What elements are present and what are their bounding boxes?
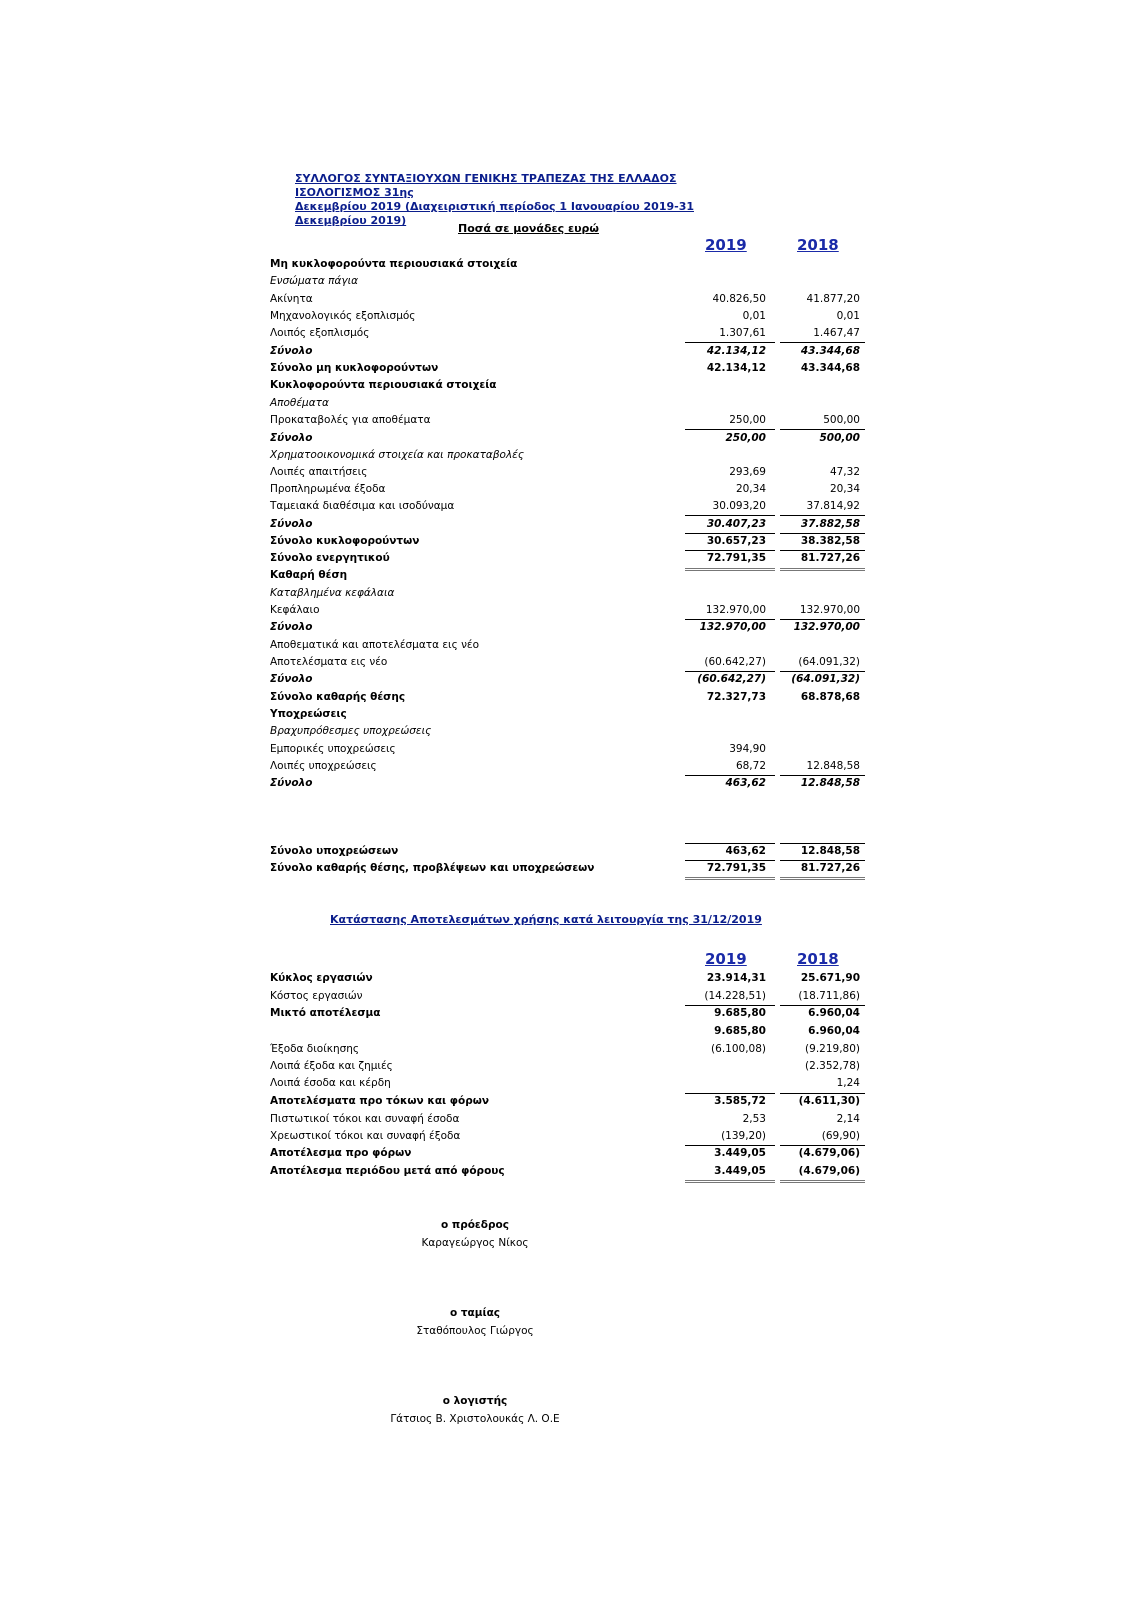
row-label: Καθαρή θέση [270, 569, 348, 581]
row-label: Σύνολο υποχρεώσεων [270, 845, 399, 857]
value-2018: (4.679,06) [798, 1147, 860, 1159]
value-2018: 37.882,58 [800, 518, 860, 530]
value-2018: 68.878,68 [800, 691, 860, 703]
value-2019: 72.791,35 [706, 552, 766, 564]
balance-row [270, 498, 870, 515]
value-2019: 72.327,73 [706, 691, 766, 703]
value-2019: 72.791,35 [706, 862, 766, 874]
value-2019: 30.407,23 [706, 518, 766, 530]
double-rule [685, 877, 775, 880]
balance-row [270, 430, 870, 447]
income-row [270, 1128, 870, 1145]
balance-row [270, 273, 870, 290]
value-2019: (60.642,27) [697, 673, 766, 685]
row-label: Λοιπός εξοπλισμός [270, 327, 370, 339]
row-label: Λοιπά έσοδα και κέρδη [270, 1077, 391, 1089]
income-row [270, 1023, 870, 1040]
income-row [270, 1075, 870, 1092]
balance-row [270, 723, 870, 740]
value-2018: 132.970,00 [799, 604, 860, 616]
signature-name-treasurer: Σταθόπουλος Γιώργος [416, 1325, 534, 1337]
balance-row [270, 706, 870, 723]
value-2019: 394,90 [729, 743, 766, 755]
row-label: Πιστωτικοί τόκοι και συναφή έσοδα [270, 1113, 460, 1125]
value-2019: (6.100,08) [711, 1043, 766, 1055]
income-row [270, 988, 870, 1005]
value-2019: 20,34 [735, 483, 766, 495]
row-label: Σύνολο [270, 432, 313, 444]
row-label: Αποτέλεσμα περιόδου μετά από φόρους [270, 1165, 505, 1177]
value-2018: (4.679,06) [798, 1165, 860, 1177]
value-2019: 463,62 [725, 845, 766, 857]
row-label: Χρηματοοικονομικά στοιχεία και προκαταβολές [270, 449, 525, 461]
row-label: Σύνολο καθαρής θέσης, προβλέψεων και υποχρεώσεων [270, 862, 595, 874]
value-2019: 132.970,00 [699, 621, 766, 633]
value-2019: 3.585,72 [714, 1095, 766, 1107]
row-label: Λοιπές απαιτήσεις [270, 466, 368, 478]
value-2019: 250,00 [725, 432, 766, 444]
value-2019: 68,72 [735, 760, 766, 772]
value-2018: 0,01 [836, 310, 860, 322]
value-2018: 12.848,58 [806, 760, 860, 772]
row-label: Σύνολο [270, 345, 313, 357]
value-2019: 9.685,80 [714, 1007, 766, 1019]
income-row [270, 1163, 870, 1180]
value-2019: 9.685,80 [714, 1025, 766, 1037]
balance-row [270, 619, 870, 636]
value-2018: (4.611,30) [798, 1095, 860, 1107]
value-2018: (2.352,78) [805, 1060, 860, 1072]
income-row [270, 1111, 870, 1128]
balance-row [270, 447, 870, 464]
row-label: Μικτό αποτέλεσμα [270, 1007, 381, 1019]
income-row [270, 1145, 870, 1162]
balance-row [270, 343, 870, 360]
income-row [270, 1041, 870, 1058]
value-2018: 1.467,47 [813, 327, 860, 339]
value-2018: 500,00 [819, 432, 860, 444]
value-2019: 250,00 [729, 414, 766, 426]
value-2019: 40.826,50 [712, 293, 766, 305]
value-2019: 0,01 [742, 310, 766, 322]
balance-row [270, 567, 870, 584]
income-row [270, 1058, 870, 1075]
value-2018: 43.344,68 [800, 362, 860, 374]
row-label: Μη κυκλοφορούντα περιουσιακά στοιχεία [270, 258, 518, 270]
row-label: Αποτελέσματα προ τόκων και φόρων [270, 1095, 490, 1107]
income-row [270, 1093, 870, 1110]
balance-row [270, 654, 870, 671]
value-2019: (139,20) [721, 1130, 766, 1142]
value-2019: 293,69 [729, 466, 766, 478]
income-year-2018-header: 2018 [797, 950, 839, 968]
value-2019: 42.134,12 [706, 345, 766, 357]
balance-row [270, 464, 870, 481]
row-label: Εμπορικές υποχρεώσεις [270, 743, 396, 755]
value-2019: 42.134,12 [706, 362, 766, 374]
row-label: Αποτέλεσμα προ φόρων [270, 1147, 412, 1159]
document-title [295, 172, 765, 228]
value-2018: (64.091,32) [791, 673, 860, 685]
income-year-2019-header: 2019 [705, 950, 747, 968]
balance-row [270, 481, 870, 498]
balance-total-row [270, 860, 870, 877]
balance-row [270, 308, 870, 325]
balance-total-row [270, 843, 870, 860]
year-2018-header: 2018 [797, 236, 839, 254]
row-label: Σύνολο [270, 777, 313, 789]
balance-row [270, 775, 870, 792]
balance-row [270, 360, 870, 377]
value-2019: 3.449,05 [714, 1147, 766, 1159]
row-label: Κόστος εργασιών [270, 990, 363, 1002]
balance-row [270, 533, 870, 550]
value-2018: 38.382,58 [800, 535, 860, 547]
income-row [270, 970, 870, 987]
balance-row [270, 550, 870, 567]
row-label: Αποτελέσματα εις νέο [270, 656, 388, 668]
row-label: Καταβλημένα κεφάλαια [270, 587, 395, 599]
value-2019: 1.307,61 [719, 327, 766, 339]
value-2019: 30.093,20 [712, 500, 766, 512]
value-2019: 463,62 [725, 777, 766, 789]
value-2019: (60.642,27) [704, 656, 766, 668]
value-2018: 12.848,58 [800, 845, 860, 857]
value-2019: 30.657,23 [706, 535, 766, 547]
value-2018: 20,34 [829, 483, 860, 495]
signature-role-president: ο πρόεδρος [441, 1219, 509, 1231]
value-2019: 3.449,05 [714, 1165, 766, 1177]
balance-row [270, 256, 870, 273]
row-label: Κεφάλαιο [270, 604, 320, 616]
balance-row [270, 671, 870, 688]
value-2018: 132.970,00 [793, 621, 860, 633]
balance-row [270, 637, 870, 654]
balance-row [270, 602, 870, 619]
value-2018: (9.219,80) [805, 1043, 860, 1055]
value-2018: (64.091,32) [798, 656, 860, 668]
value-2018: 500,00 [823, 414, 860, 426]
value-2019: (14.228,51) [704, 990, 766, 1002]
row-label: Προπληρωμένα έξοδα [270, 483, 386, 495]
balance-row [270, 758, 870, 775]
value-2019: 23.914,31 [706, 972, 766, 984]
value-2018: 41.877,20 [806, 293, 860, 305]
income-row [270, 1005, 870, 1022]
title-line-1: ΣΥΛΛΟΓΟΣ ΣΥΝΤΑΞΙΟΥΧΩΝ ΓΕΝΙΚΗΣ ΤΡΑΠΕΖΑΣ ΤΗΣ ΕΛΛΑΔΟΣ ΙΣΟΛΟΓΙΣΜΟΣ 31ης [295, 172, 677, 199]
value-2019: 132.970,00 [705, 604, 766, 616]
row-label: Λοιπές υποχρεώσεις [270, 760, 377, 772]
value-2018: 47,32 [829, 466, 860, 478]
value-2018: (69,90) [821, 1130, 860, 1142]
value-2018: (18.711,86) [798, 990, 860, 1002]
row-label: Ακίνητα [270, 293, 313, 305]
value-2018: 1,24 [836, 1077, 860, 1089]
balance-row [270, 741, 870, 758]
value-2018: 12.848,58 [800, 777, 860, 789]
row-label: Αποθέματα [270, 397, 329, 409]
row-label: Χρεωστικοί τόκοι και συναφή έξοδα [270, 1130, 461, 1142]
balance-row [270, 412, 870, 429]
balance-row [270, 325, 870, 342]
row-label: Σύνολο ενεργητικού [270, 552, 390, 564]
income-statement-title: Κατάστασης Αποτελεσμάτων χρήσης κατά λειτουργία της 31/12/2019 [330, 913, 762, 926]
value-2018: 6.960,04 [808, 1007, 860, 1019]
value-2018: 6.960,04 [808, 1025, 860, 1037]
signature-role-treasurer: ο ταμίας [449, 1307, 501, 1319]
balance-row [270, 395, 870, 412]
value-2018: 81.727,26 [800, 862, 860, 874]
row-label: Σύνολο κυκλοφορούντων [270, 535, 420, 547]
units-label: Ποσά σε μονάδες ευρώ [458, 222, 599, 235]
signature-name-president: Καραγεώργος Νίκος [421, 1237, 529, 1249]
balance-row [270, 291, 870, 308]
row-label: Σύνολο [270, 673, 313, 685]
double-rule [780, 877, 865, 880]
value-2018: 2,14 [836, 1113, 860, 1125]
row-label: Λοιπά έξοδα και ζημιές [270, 1060, 393, 1072]
row-label: Προκαταβολές για αποθέματα [270, 414, 431, 426]
double-rule [685, 1180, 775, 1183]
value-2018: 25.671,90 [800, 972, 860, 984]
value-2019: 2,53 [742, 1113, 766, 1125]
row-label: Έξοδα διοίκησης [270, 1043, 360, 1055]
signature-role-accountant: ο λογιστής [442, 1395, 508, 1407]
year-2019-header: 2019 [705, 236, 747, 254]
value-2018: 37.814,92 [806, 500, 860, 512]
value-2018: 43.344,68 [800, 345, 860, 357]
row-label: Αποθεματικά και αποτελέσματα εις νέο [270, 639, 480, 651]
row-label: Σύνολο [270, 518, 313, 530]
row-label: Ενσώματα πάγια [270, 275, 359, 287]
row-label: Βραχυπρόθεσμες υποχρεώσεις [270, 725, 432, 737]
value-2018: 81.727,26 [800, 552, 860, 564]
row-label: Υποχρεώσεις [270, 708, 347, 720]
signature-name-accountant: Γάτσιος Β. Χριστολουκάς Λ. Ο.Ε [390, 1413, 560, 1425]
row-label: Κυκλοφορούντα περιουσιακά στοιχεία [270, 379, 497, 391]
title-line-2: Δεκεμβρίου 2019 (Διαχειριστική περίοδος 1 Ιανουαρίου 2019-31 Δεκεμβρίου 2019) [295, 200, 694, 227]
row-label: Ταμειακά διαθέσιμα και ισοδύναμα [270, 500, 455, 512]
balance-row [270, 689, 870, 706]
row-label: Σύνολο [270, 621, 313, 633]
row-label: Σύνολο μη κυκλοφορούντων [270, 362, 439, 374]
row-label: Κύκλος εργασιών [270, 972, 373, 984]
double-rule [780, 1180, 865, 1183]
balance-row [270, 377, 870, 394]
row-label: Μηχανολογικός εξοπλισμός [270, 310, 416, 322]
balance-row [270, 585, 870, 602]
row-label: Σύνολο καθαρής θέσης [270, 691, 406, 703]
balance-row [270, 516, 870, 533]
